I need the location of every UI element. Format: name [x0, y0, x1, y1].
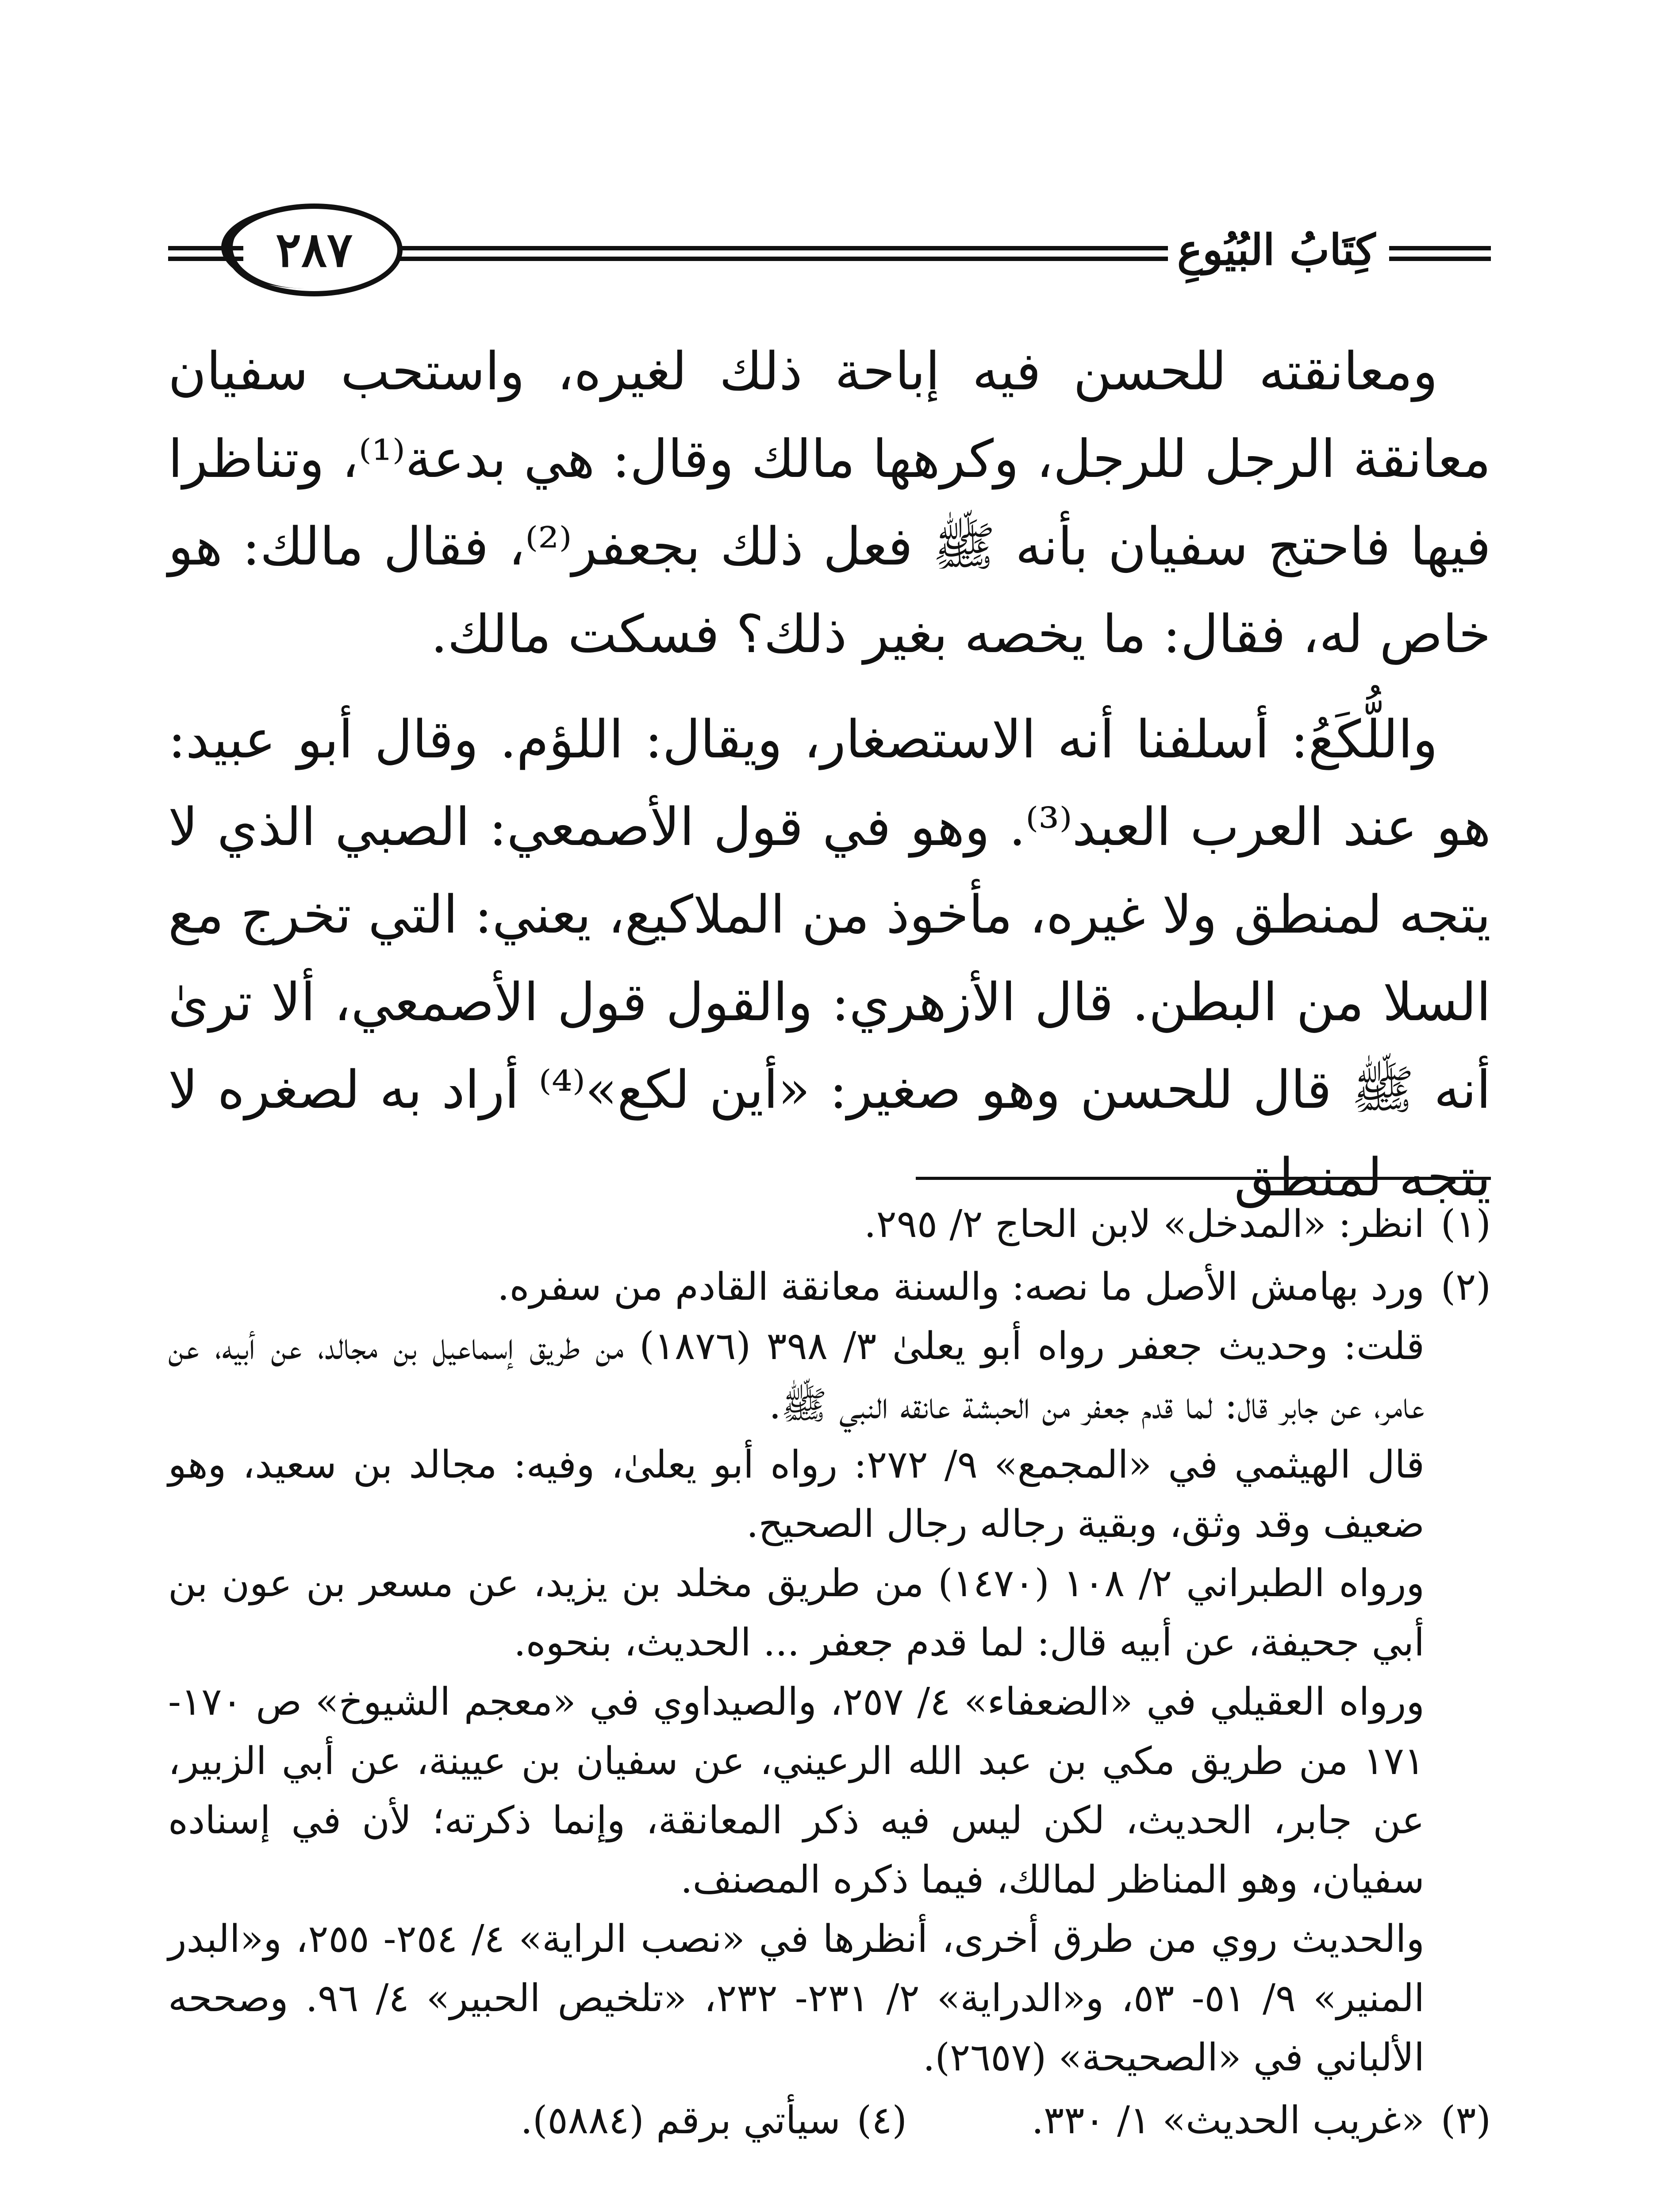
footnotes-3-4-row — [168, 2091, 1491, 2153]
footnote-2-number: (٢) — [1440, 1265, 1491, 1309]
book-title: كِتَابُ البُيُوعِ — [1177, 225, 1376, 275]
header-rule-middle — [398, 246, 1168, 261]
page-header — [168, 199, 1491, 305]
footnote-2 — [168, 1257, 1491, 2087]
footnote-2-paragraph-6: والحديث روي من طرق أخرى، أنظرها في «نصب الراية» ٤/ ٢٥٤- ٢٥٥، و«البدر المنير» ٩/ ٥١- ٥٣، و«الدراية» ٢/ ٢٣١- ٢٣٢، «تلخيص الحبير» ٤/ ٩٦. وصححه الألباني في «الصحيحة» (٢٦٥٧). — [168, 1917, 1425, 2080]
footnote-separator — [916, 1177, 1491, 1180]
footnote-4-text: سيأتي برقم (٥٨٨٤). — [520, 2098, 841, 2143]
footnote-1 — [168, 1194, 1491, 1254]
page-number: ٢٨٧ — [275, 222, 353, 278]
footnote-2-paragraph-1: ورد بهامش الأصل ما نصه: والسنة معانقة القادم من سفره. — [497, 1265, 1425, 1309]
page-number-badge — [226, 204, 403, 296]
main-text — [168, 327, 1491, 1239]
header-rule-right — [1389, 246, 1491, 261]
header-rule-left — [168, 246, 243, 261]
main-paragraph-2: واللُّكَعُ: أسلفنا أنه الاستصغار، ويقال: اللؤم. وقال أبو عبيد: هو عند العرب العبد⁽³⁾. وهو في قول الأصمعي: الصبي الذي لا يتجه لمنطق ولا غيره، مأخوذ من الملاكيع، يعني: التي تخرج مع السلا من البطن. قال الأزهري: والقول قول الأصمعي، ألا ترىٰ أنه ﷺ قال للحسن وهو صغير: «أين لكع»⁽⁴⁾ أراد به لصغره لا يتجه لمنطق — [168, 709, 1491, 1208]
footnote-2-paragraph-4: ورواه الطبراني ٢/ ١٠٨ (١٤٧٠) من طريق مخلد بن يزيد، عن مسعر بن عون بن أبي جحيفة، عن أبيه قال: لما قدم جعفر ... الحديث، بنحوه. — [168, 1561, 1425, 1665]
main-paragraph-1: ومعانقته للحسن فيه إباحة ذلك لغيره، واستحب سفيان معانقة الرجل للرجل، وكرهها مالك وقال: هي بدعة⁽¹⁾، وتناظرا فيها فاحتج سفيان بأنه ﷺ فعل ذلك بجعفر⁽²⁾، فقال مالك: هو خاص له، فقال: ما يخصه بغير ذلك؟ فسكت مالك. — [168, 341, 1491, 664]
footnotes — [168, 1194, 1491, 2153]
footnote-3-text: «غريب الحديث» ١/ ٣٣٠. — [1031, 2098, 1425, 2143]
footnote-4-number: (٤) — [856, 2098, 907, 2143]
footnote-2-paragraph-3: قال الهيثمي في «المجمع» ٩/ ٢٧٢: رواه أبو يعلىٰ، وفيه: مجالد بن سعيد، وهو ضعيف وقد وثق، وبقية رجاله رجال الصحيح. — [168, 1443, 1425, 1546]
footnote-2-paragraph-5: ورواه العقيلي في «الضعفاء» ٤/ ٢٥٧، والصيداوي في «معجم الشيوخ» ص ١٧٠- ١٧١ من طريق مكي بن عبد الله الرعيني، عن سفيان بن عيينة، عن أبي الزبير، عن جابر، الحديث، لكن ليس فيه ذكر المعانقة، وإنما ذكرته؛ لأن في إسناده سفيان، وهو المناظر لمالك، فيما ذكره المصنف. — [168, 1680, 1425, 1902]
footnote-2-paragraph-2: قلت: وحديث جعفر رواه أبو يعلىٰ ٣/ ٣٩٨ (١٨٧٦) من طريق إسماعيل بن مجالد، عن أبيه، عن عامر، عن جابر قال: لما قدم جعفر من الحبشة عانقه النبي ﷺ. — [168, 1324, 1425, 1428]
footnote-3-number: (٣) — [1440, 2098, 1491, 2143]
footnote-1-number: (١) — [1440, 1202, 1491, 1246]
footnote-1-text: انظر: «المدخل» لابن الحاج ٢/ ٢٩٥. — [864, 1202, 1425, 1246]
